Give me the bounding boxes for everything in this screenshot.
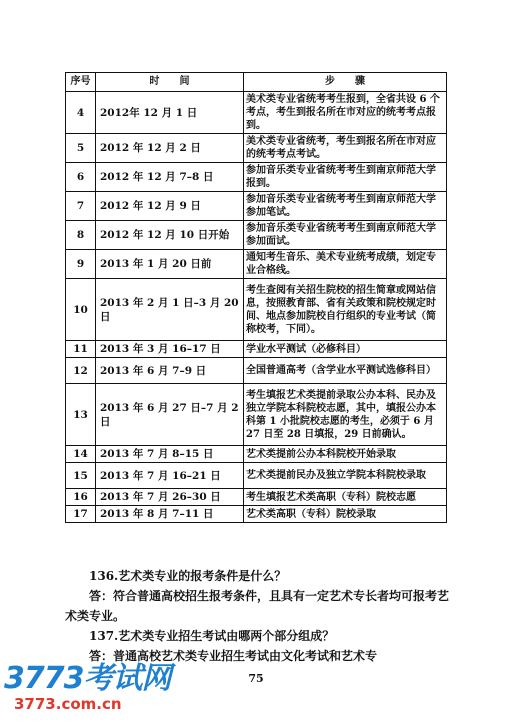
cell-seq: 14	[66, 446, 96, 463]
cell-seq: 12	[66, 358, 96, 384]
table-row	[66, 163, 447, 192]
cell-step: 通知考生音乐、美术专业统考成绩，划定专业合格线。	[244, 250, 447, 279]
cell-step: 参加音乐类专业省统考考生到南京师范大学参加笔试。	[244, 192, 447, 221]
table-row	[66, 279, 447, 341]
cell-date: 2013 年 7 月 16–21 日	[96, 463, 244, 489]
answer-137: 答：普通高校艺术类专业招生考试由文化考试和艺术专	[89, 649, 378, 663]
cell-step: 学业水平测试（必修科目）	[244, 341, 447, 358]
cell-seq: 15	[66, 463, 96, 489]
cell-seq: 4	[66, 92, 96, 134]
cell-step: 全国普通高考（含学业水平测试选修科目）	[244, 358, 447, 384]
cell-date: 2013 年 6 月 7–9 日	[96, 358, 244, 384]
cell-step: 艺术类提前民办及独立学院本科院校录取	[244, 463, 447, 489]
table-row	[66, 446, 447, 463]
cell-date: 2013 年 8 月 7–11 日	[96, 506, 244, 523]
cell-seq: 8	[66, 221, 96, 250]
table-row	[66, 134, 447, 163]
table-row	[66, 463, 447, 489]
question-137: 137.艺术类专业招生考试由哪两个部分组成？	[89, 629, 335, 643]
cell-date: 2012 年 12 月 9 日	[96, 192, 244, 221]
table-header-row	[66, 73, 447, 92]
cell-seq: 11	[66, 341, 96, 358]
table-row	[66, 250, 447, 279]
table-row	[66, 384, 447, 446]
cell-date: 2013 年 1 月 20 日前	[96, 250, 244, 279]
cell-seq: 9	[66, 250, 96, 279]
cell-date: 2012 年 12 月 2 日	[96, 134, 244, 163]
cell-seq: 16	[66, 489, 96, 506]
table-row	[66, 221, 447, 250]
site-logo	[4, 662, 174, 722]
question-136: 136.艺术类专业的报考条件是什么？	[89, 569, 287, 583]
cell-date: 2013 年 7 月 8–15 日	[96, 446, 244, 463]
page-number: 75	[248, 672, 264, 685]
cell-step: 艺术类提前公办本科院校开始录取	[244, 446, 447, 463]
answer-136: 答：符合普通高校招生报考条件，且具有一定艺术专长者均可报考艺术类专业。	[65, 589, 450, 623]
cell-step: 美术类专业省统考考生报到，全省共设 6 个考点，考生到报名所在市对应的统考考点报到。	[244, 92, 447, 134]
cell-date: 2013 年 7 月 26–30 日	[96, 489, 244, 506]
logo-sub-text: 3773.com.cn	[14, 695, 122, 713]
cell-seq: 13	[66, 384, 96, 446]
table-row	[66, 506, 447, 523]
table-row	[66, 341, 447, 358]
header-steps: 步 骤	[244, 73, 447, 92]
cell-step: 艺术类高职（专科）院校录取	[244, 506, 447, 523]
table-row	[66, 192, 447, 221]
cell-step: 考生查阅有关招生院校的招生简章或网站信息，按照教育部、省有关政策和院校规定时间、地点参加院校自行组织的专业考试（简称校考，下同）。	[244, 279, 447, 341]
cell-step: 美术类专业省统考，考生到报名所在市对应的统考考点考试。	[244, 134, 447, 163]
qa-section	[65, 566, 450, 666]
header-seq: 序号	[66, 73, 96, 92]
schedule-table	[65, 72, 447, 523]
cell-date: 2012 年 12 月 10 日开始	[96, 221, 244, 250]
cell-seq: 10	[66, 279, 96, 341]
cell-date: 2012 年 12 月 7–8 日	[96, 163, 244, 192]
cell-step: 考生填报艺术类提前录取公办本科、民办及独立学院本科院校志愿，其中，填报公办本科第 1 小批院校志愿的考生，必须于 6 月 27 日至 28 日填报，29 日前确认。	[244, 384, 447, 446]
header-time: 时 间	[96, 73, 244, 92]
cell-seq: 5	[66, 134, 96, 163]
logo-main-text: 3773考试网	[4, 661, 171, 696]
cell-date: 2013 年 3 月 16–17 日	[96, 341, 244, 358]
cell-seq: 7	[66, 192, 96, 221]
table-row	[66, 358, 447, 384]
cell-date: 2013 年 6 月 27 日–7 月 2 日	[96, 384, 244, 446]
cell-step: 考生填报艺术类高职（专科）院校志愿	[244, 489, 447, 506]
table-row	[66, 92, 447, 134]
cell-seq: 17	[66, 506, 96, 523]
cell-date: 2013 年 2 月 1 日–3 月 20 日	[96, 279, 244, 341]
table-row	[66, 489, 447, 506]
cell-step: 参加音乐类专业省统考考生到南京师范大学参加面试。	[244, 221, 447, 250]
cell-date: 2012年 12 月 1 日	[96, 92, 244, 134]
cell-step: 参加音乐类专业省统考考生到南京师范大学报到。	[244, 163, 447, 192]
cell-seq: 6	[66, 163, 96, 192]
